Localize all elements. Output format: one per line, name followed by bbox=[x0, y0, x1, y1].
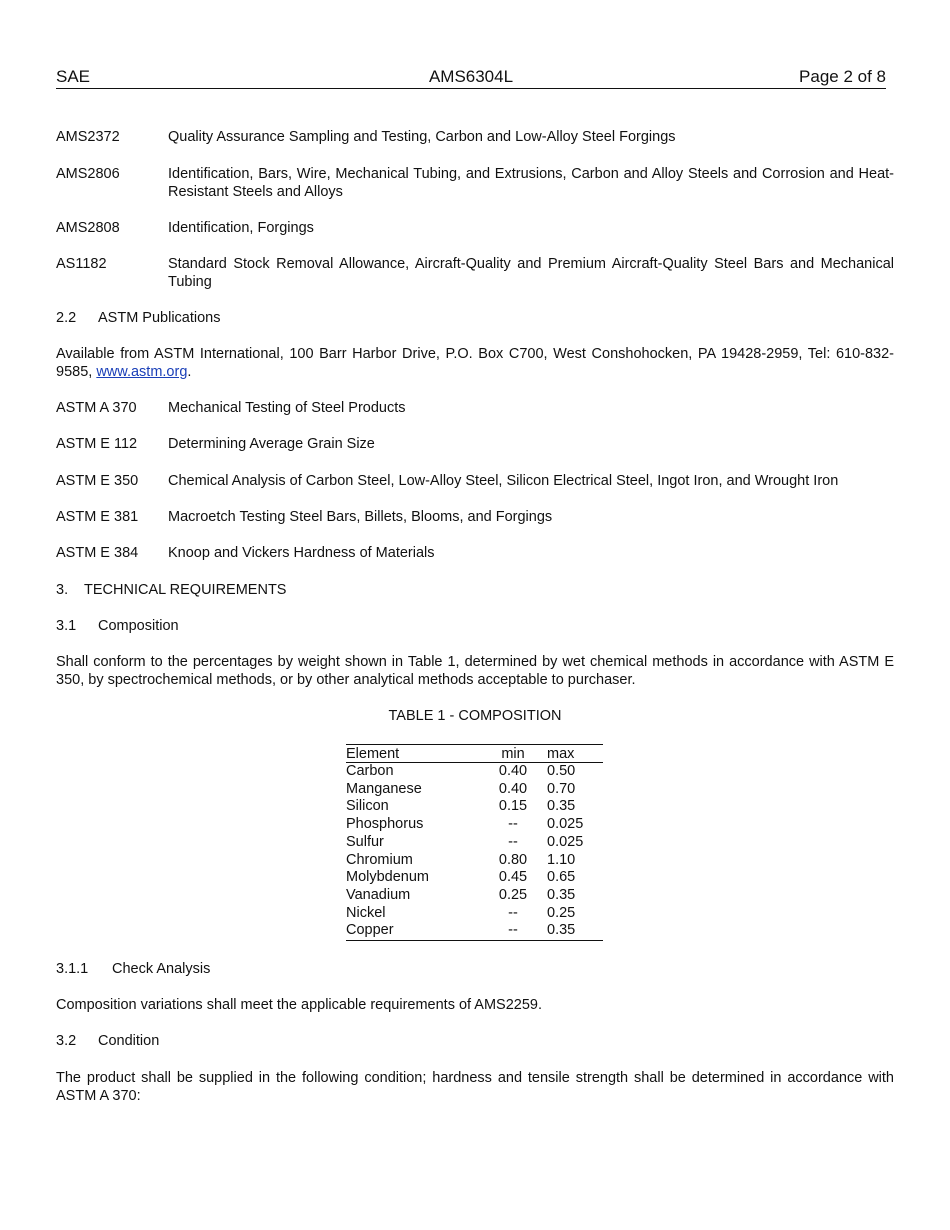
section-heading-2-2 bbox=[56, 310, 894, 328]
table-row bbox=[346, 887, 603, 905]
element-name: Vanadium bbox=[346, 886, 411, 903]
element-name: Chromium bbox=[346, 851, 413, 868]
header-page-number: Page 2 of 8 bbox=[799, 67, 886, 86]
composition-table bbox=[346, 744, 603, 941]
reference-code: ASTM E 350 bbox=[56, 473, 139, 489]
min-value: 0.40 bbox=[498, 763, 528, 779]
reference-code: AMS2808 bbox=[56, 220, 120, 236]
element-name: Manganese bbox=[346, 780, 422, 797]
table-row bbox=[346, 922, 603, 940]
reference-title: Macroetch Testing Steel Bars, Billets, Blooms, and Forgings bbox=[168, 509, 553, 525]
table-row bbox=[346, 798, 603, 816]
reference-code: ASTM A 370 bbox=[56, 400, 137, 416]
max-value: 0.65 bbox=[547, 869, 576, 886]
check-analysis-paragraph: Composition variations shall meet the applicable requirements of AMS2259. bbox=[56, 997, 543, 1013]
header-doc-number: AMS6304L bbox=[428, 67, 514, 86]
section-number: 3. bbox=[56, 582, 69, 598]
reference-code: AMS2372 bbox=[56, 129, 120, 145]
section-heading-3-1 bbox=[56, 618, 894, 636]
reference-code: ASTM E 112 bbox=[56, 436, 138, 452]
table-header-row bbox=[346, 745, 603, 763]
max-value: 0.35 bbox=[547, 798, 576, 815]
astm-availability-paragraph bbox=[56, 346, 894, 381]
min-value: 0.45 bbox=[498, 869, 528, 886]
column-header-max: max bbox=[547, 745, 603, 763]
section-number: 2.2 bbox=[56, 310, 77, 326]
page-header bbox=[56, 68, 886, 89]
section-heading-3-1-1 bbox=[56, 961, 894, 979]
max-value: 0.25 bbox=[547, 904, 576, 921]
section-title: Condition bbox=[98, 1033, 160, 1049]
reference-code: AMS2806 bbox=[56, 166, 120, 182]
table-row bbox=[346, 834, 603, 852]
reference-title: Identification, Bars, Wire, Mechanical Tubing, and Extrusions, Carbon and Alloy Steels and Corrosion and Heat-Resistant Steels and Alloys bbox=[168, 166, 894, 200]
section-number: 3.1 bbox=[56, 618, 77, 634]
table-row bbox=[346, 852, 603, 870]
astm-period: . bbox=[187, 363, 192, 380]
element-name: Sulfur bbox=[346, 833, 384, 850]
min-value: -- bbox=[508, 904, 518, 921]
max-value: 0.35 bbox=[547, 886, 576, 903]
reference-code: ASTM E 381 bbox=[56, 509, 139, 525]
section-heading-3-2 bbox=[56, 1033, 894, 1051]
element-name: Molybdenum bbox=[346, 869, 430, 886]
section-number: 3.2 bbox=[56, 1033, 77, 1049]
reference-title: Chemical Analysis of Carbon Steel, Low-Alloy Steel, Silicon Electrical Steel, Ingot Iron, and Wrought Iron bbox=[168, 473, 839, 489]
element-name: Copper bbox=[346, 922, 394, 939]
reference-code: AS1182 bbox=[56, 256, 107, 272]
reference-title: Knoop and Vickers Hardness of Materials bbox=[168, 545, 435, 561]
column-header-element: Element bbox=[346, 745, 479, 763]
max-value: 0.025 bbox=[547, 816, 584, 833]
reference-title: Identification, Forgings bbox=[168, 220, 314, 236]
section-title: Composition bbox=[98, 618, 179, 634]
section-heading-3 bbox=[56, 582, 894, 600]
max-value: 0.35 bbox=[547, 922, 576, 939]
section-number: 3.1.1 bbox=[56, 961, 89, 977]
reference-title: Standard Stock Removal Allowance, Aircraft-Quality and Premium Aircraft-Quality Steel Bars and Mechanical Tubing bbox=[168, 256, 894, 290]
max-value: 0.70 bbox=[547, 780, 576, 797]
element-name: Silicon bbox=[346, 798, 389, 815]
section-title: ASTM Publications bbox=[98, 310, 221, 326]
element-name: Phosphorus bbox=[346, 816, 424, 833]
max-value: 0.50 bbox=[547, 763, 576, 779]
astm-website-link[interactable]: www.astm.org bbox=[96, 363, 188, 380]
element-name: Nickel bbox=[346, 904, 386, 921]
min-value: 0.80 bbox=[498, 851, 528, 868]
max-value: 1.10 bbox=[547, 851, 576, 868]
table-row bbox=[346, 781, 603, 799]
min-value: -- bbox=[508, 833, 518, 850]
element-name: Carbon bbox=[346, 763, 394, 779]
table-caption: TABLE 1 - COMPOSITION bbox=[388, 708, 562, 724]
min-value: -- bbox=[508, 816, 518, 833]
table-row bbox=[346, 869, 603, 887]
reference-title: Mechanical Testing of Steel Products bbox=[168, 400, 406, 416]
reference-title: Quality Assurance Sampling and Testing, Carbon and Low-Alloy Steel Forgings bbox=[168, 129, 676, 145]
min-value: 0.15 bbox=[498, 798, 528, 815]
reference-code: ASTM E 384 bbox=[56, 545, 139, 561]
section-title: Check Analysis bbox=[112, 961, 211, 977]
table-row bbox=[346, 816, 603, 834]
min-value: -- bbox=[508, 922, 518, 939]
condition-paragraph: The product shall be supplied in the following condition; hardness and tensile strength shall be determined in accordance with ASTM A 370: bbox=[56, 1070, 894, 1104]
header-org: SAE bbox=[56, 67, 91, 86]
table-row bbox=[346, 905, 603, 923]
composition-paragraph: Shall conform to the percentages by weight shown in Table 1, determined by wet chemical methods in accordance with ASTM E 350, by spectrochemical methods, or by other analytical methods acceptable to purchaser. bbox=[56, 654, 894, 688]
max-value: 0.025 bbox=[547, 833, 584, 850]
section-title: TECHNICAL REQUIREMENTS bbox=[84, 582, 287, 598]
reference-title: Determining Average Grain Size bbox=[168, 436, 375, 452]
astm-availability-text: Available from ASTM International, 100 Barr Harbor Drive, P.O. Box C700, West Conshohocken, PA 19428-2959, Tel: 610-832-9585, bbox=[56, 346, 894, 380]
min-value: 0.25 bbox=[498, 886, 528, 903]
table-row bbox=[346, 763, 603, 781]
min-value: 0.40 bbox=[498, 780, 528, 797]
column-header-min: min bbox=[479, 745, 547, 763]
